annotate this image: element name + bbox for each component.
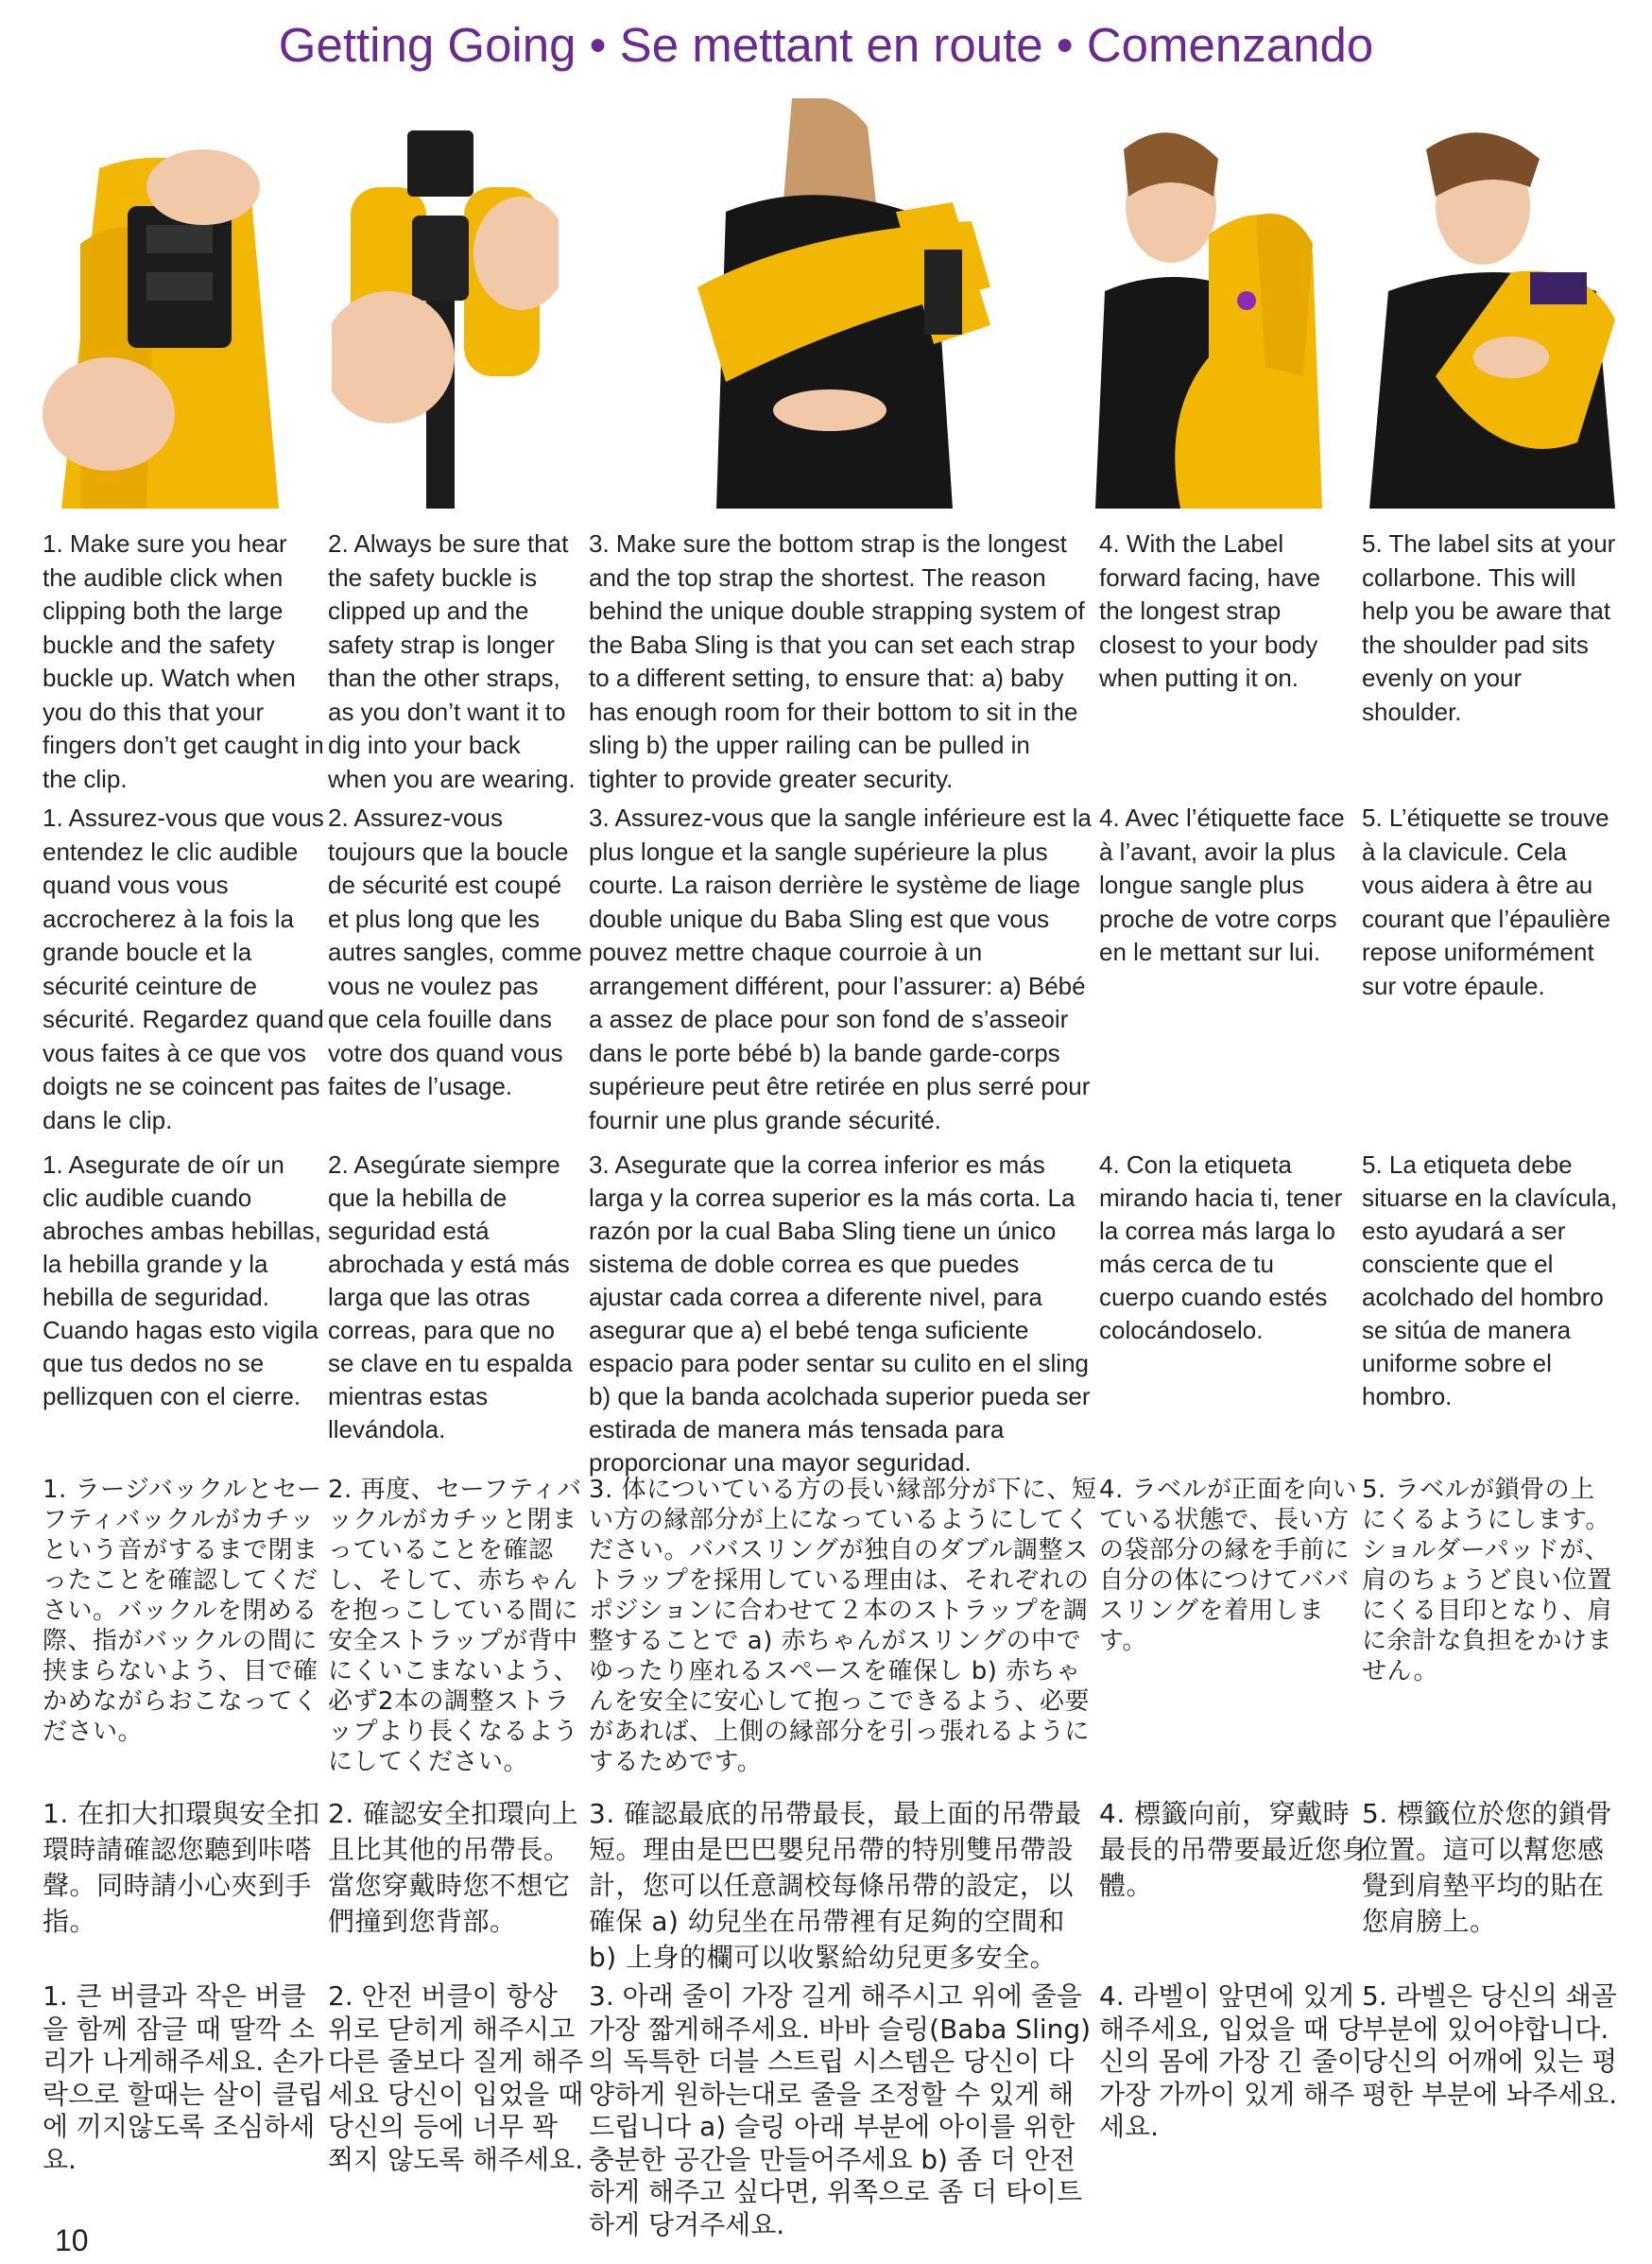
safety-buckle-closeup-photo <box>332 130 559 509</box>
step-1-en: 1. Make sure you hear the audible click when clipping both the large buckle and the safety buckle up. Watch when you do this that your fingers don’t get caught in the clip. <box>43 529 324 793</box>
step-5-en: 5. The label sits at your collarbone. This will help you be aware that the shoulder pad sits evenly on your shoulder. <box>1362 529 1616 726</box>
step-5-fr: 5. L’étiquette se trouve à la clavicule. Cela vous aidera à être au courant que l’épaulière repose uniformément sur votre épaule. <box>1362 804 1611 1000</box>
step-1-es: 1. Asegurate de oír un clic audible cuando abroches ambas hebillas, la hebilla grande y la hebilla de seguridad. Cuando hagas esto vigila que tus dedos no se pellizquen con el cierre. <box>43 1150 321 1410</box>
step-1-fr: 1. Assurez-vous que vous entendez le clic audible quand vous vous accrocherez à la fois la grande boucle et la sécurité ceinture de sécurité. Regardez quand vous faites à ce que vos doigts ne se coincent pas dans le clip. <box>43 804 324 1134</box>
step-4-fr: 4. Avec l’étiquette face à l’avant, avoir la plus longue sangle plus proche de votre corps en le mettant sur lui. <box>1099 804 1345 966</box>
step-5-ko: 5. 라벨은 당신의 쇄골 부분에 있어야합니다. 당신의 어깨에 있는 평평한 부분에 놔주세요. <box>1362 1980 1618 2110</box>
step-4-es: 4. Con la etiqueta mirando hacia ti, tener la correa más larga lo más cerca de tu cuerpo cuando estés colocándoselo. <box>1099 1150 1343 1344</box>
step-2-ja: 2. 再度、セーフティバックルがカチッと閉まっていることを確認し、そして、赤ちゃんを抱っこしている間に安全ストラップが背中にくいこまないよう、必ず2本の調整ストラップより長くなるようにしてください。 <box>328 1476 582 1776</box>
step-4-ja: 4. ラベルが正面を向いている状態で、長い方の袋部分の縁を手前に自分の体につけてババスリングを着用します。 <box>1099 1476 1358 1655</box>
woman-adjusting-shoulder-pad-photo <box>1360 130 1624 509</box>
buckle-closeup-photo <box>43 130 301 509</box>
step-4-zh: 4. 標籤向前，穿戴時最長的吊帶要最近您身體。 <box>1099 1798 1369 1901</box>
step-1-zh: 1. 在扣大扣環與安全扣環時請確認您聽到咔嗒聲。同時請小心夾到手指。 <box>43 1798 320 1937</box>
step-1-ja: 1. ラージバックルとセーフティバックルがカチッという音がするまで閉まったことを確認してください。バックルを閉める際、指がバックルの間に挟まらないよう、目で確かめながらおこなってください。 <box>43 1476 322 1746</box>
step-1-ko: 1. 큰 버클과 작은 버클을 함께 잠글 때 딸깍 소리가 나게해주세요. 손가락으로 할때는 살이 클립에 끼지않도록 조심하세요. <box>43 1980 324 2175</box>
step-2-zh: 2. 確認安全扣環向上且比其他的吊帶長。當您穿戴時您不想它們撞到您背部。 <box>328 1798 579 1937</box>
step-2-ko: 2. 안전 버클이 항상 위로 닫히게 해주시고 다른 줄보다 질게 해주세요 당신이 입었을 때 당신의 등에 너무 꽉 쬐지 않도록 해주세요. <box>328 1980 584 2175</box>
page-number: 10 <box>55 2223 89 2257</box>
woman-putting-on-sling-photo <box>1086 130 1351 509</box>
step-4-en: 4. With the Label forward facing, have the longest strap closest to your body when putting it on. <box>1099 529 1321 692</box>
step-2-es: 2. Asegúrate siempre que la hebilla de seguridad está abrochada y está más larga que las otras correas, para que no se clave en tu espalda mientras estas llevándola. <box>328 1150 573 1443</box>
woman-adjusting-straps-photo <box>612 98 1034 509</box>
step-3-zh: 3. 確認最底的吊帶最長，最上面的吊帶最短。理由是巴巴嬰兒吊帶的特別雙吊帶設計，您可以任意調校每條吊帶的設定，以確保 a) 幼兒坐在吊帶裡有足夠的空間和 b) 上身的欄可以收緊給幼兒更多安全。 <box>589 1798 1082 1973</box>
page-title: Getting Going • Se mettant en route • Comenzando <box>278 18 1374 72</box>
step-2-fr: 2. Assurez-vous toujours que la boucle de sécurité est coupé et plus long que les autres sangles, comme vous ne voulez pas que cela fouille dans votre dos quand vous faites de l’usage. <box>328 804 582 1100</box>
step-3-ja: 3. 体についている方の長い縁部分が下に、短い方の縁部分が上になっているようにしてください。ババスリングが独自のダブル調整ストラップを採用している理由は、それぞれのポジションに合わせて２本のストラップを調整することで a) 赤ちゃんがスリングの中でゆったり座れるスペースを確保し b) 赤ちゃんを安全に安心して抱っこできるよう、必要があれば、上側の縁部分を引っ張れるようにするためです。 <box>589 1476 1097 1776</box>
step-4-ko: 4. 라벨이 앞면에 있게해주세요, 입었을 때 당신의 몸에 가장 긴 줄이 가장 가까이 있게 해주세요. <box>1099 1980 1364 2142</box>
step-5-zh: 5. 標籤位於您的鎖骨位置。這可以幫您感覺到肩墊平均的貼在您肩膀上。 <box>1362 1798 1613 1937</box>
step-2-en: 2. Always be sure that the safety buckle is clipped up and the safety strap is longer than the other straps, as you don’t want it to dig into your back when you are wearing. <box>328 529 576 793</box>
step-3-es: 3. Asegurate que la correa inferior es más larga y la correa superior es la más corta. La razón por la cual Baba Sling tiene un único sistema de doble correa es que puedes ajustar cada correa a diferente nivel, para asegurar que a) el bebé tenga suficiente espacio para poder sentar su culito en el sling b) que la banda acolchada superior pueda ser estirada de manera más tensada para proporcionar una mayor seguridad. <box>589 1150 1091 1477</box>
step-5-es: 5. La etiqueta debe situarse en la clavícula, esto ayudará a ser consciente que el acolchado del hombro se sitúa de manera uniforme sobre el hombro. <box>1362 1150 1618 1410</box>
step-5-ja: 5. ラベルが鎖骨の上にくるようにします。 ショルダーパッドが、肩のちょうど良い位置にくる目印となり、肩に余計な負担をかけません。 <box>1362 1476 1613 1685</box>
step-3-en: 3. Make sure the bottom strap is the longest and the top strap the shortest. The reason behind the unique double strapping system of the Baba Sling is that you can set each strap to a different setting, to ensure that: a) baby has enough room for their bottom to sit in the sling b) the upper railing can be pulled in tighter to provide greater security. <box>589 529 1085 793</box>
step-3-fr: 3. Assurez-vous que la sangle inférieure est la plus longue et la sangle supérieure la plus courte. La raison derrière le système de liage double unique du Baba Sling est que vous pouvez mettre chaque courroie à un arrangement différent, pour l’assurer: a) Bébé a assez de place pour son fond de s’asseoir dans le porte bébé b) la bande garde-corps supérieure peut être retirée en plus serré pour fournir une plus grande sécurité. <box>589 804 1092 1134</box>
step-3-ko: 3. 아래 줄이 가장 길게 해주시고 위에 줄을 가장 짧게해주세요. 바바 슬링(Baba Sling)의 독특한 더블 스트립 시스템은 당신이 다양하게 원하는대로 줄을 조정할 수 있게 해드립니다 a) 슬링 아래 부분에 아이를 위한 충분한 공간을 만들어주세요 b) 좀 더 안전하게 해주고 싶다면, 위쪽으로 좀 더 타이트하게 당겨주세요. <box>589 1980 1092 2240</box>
